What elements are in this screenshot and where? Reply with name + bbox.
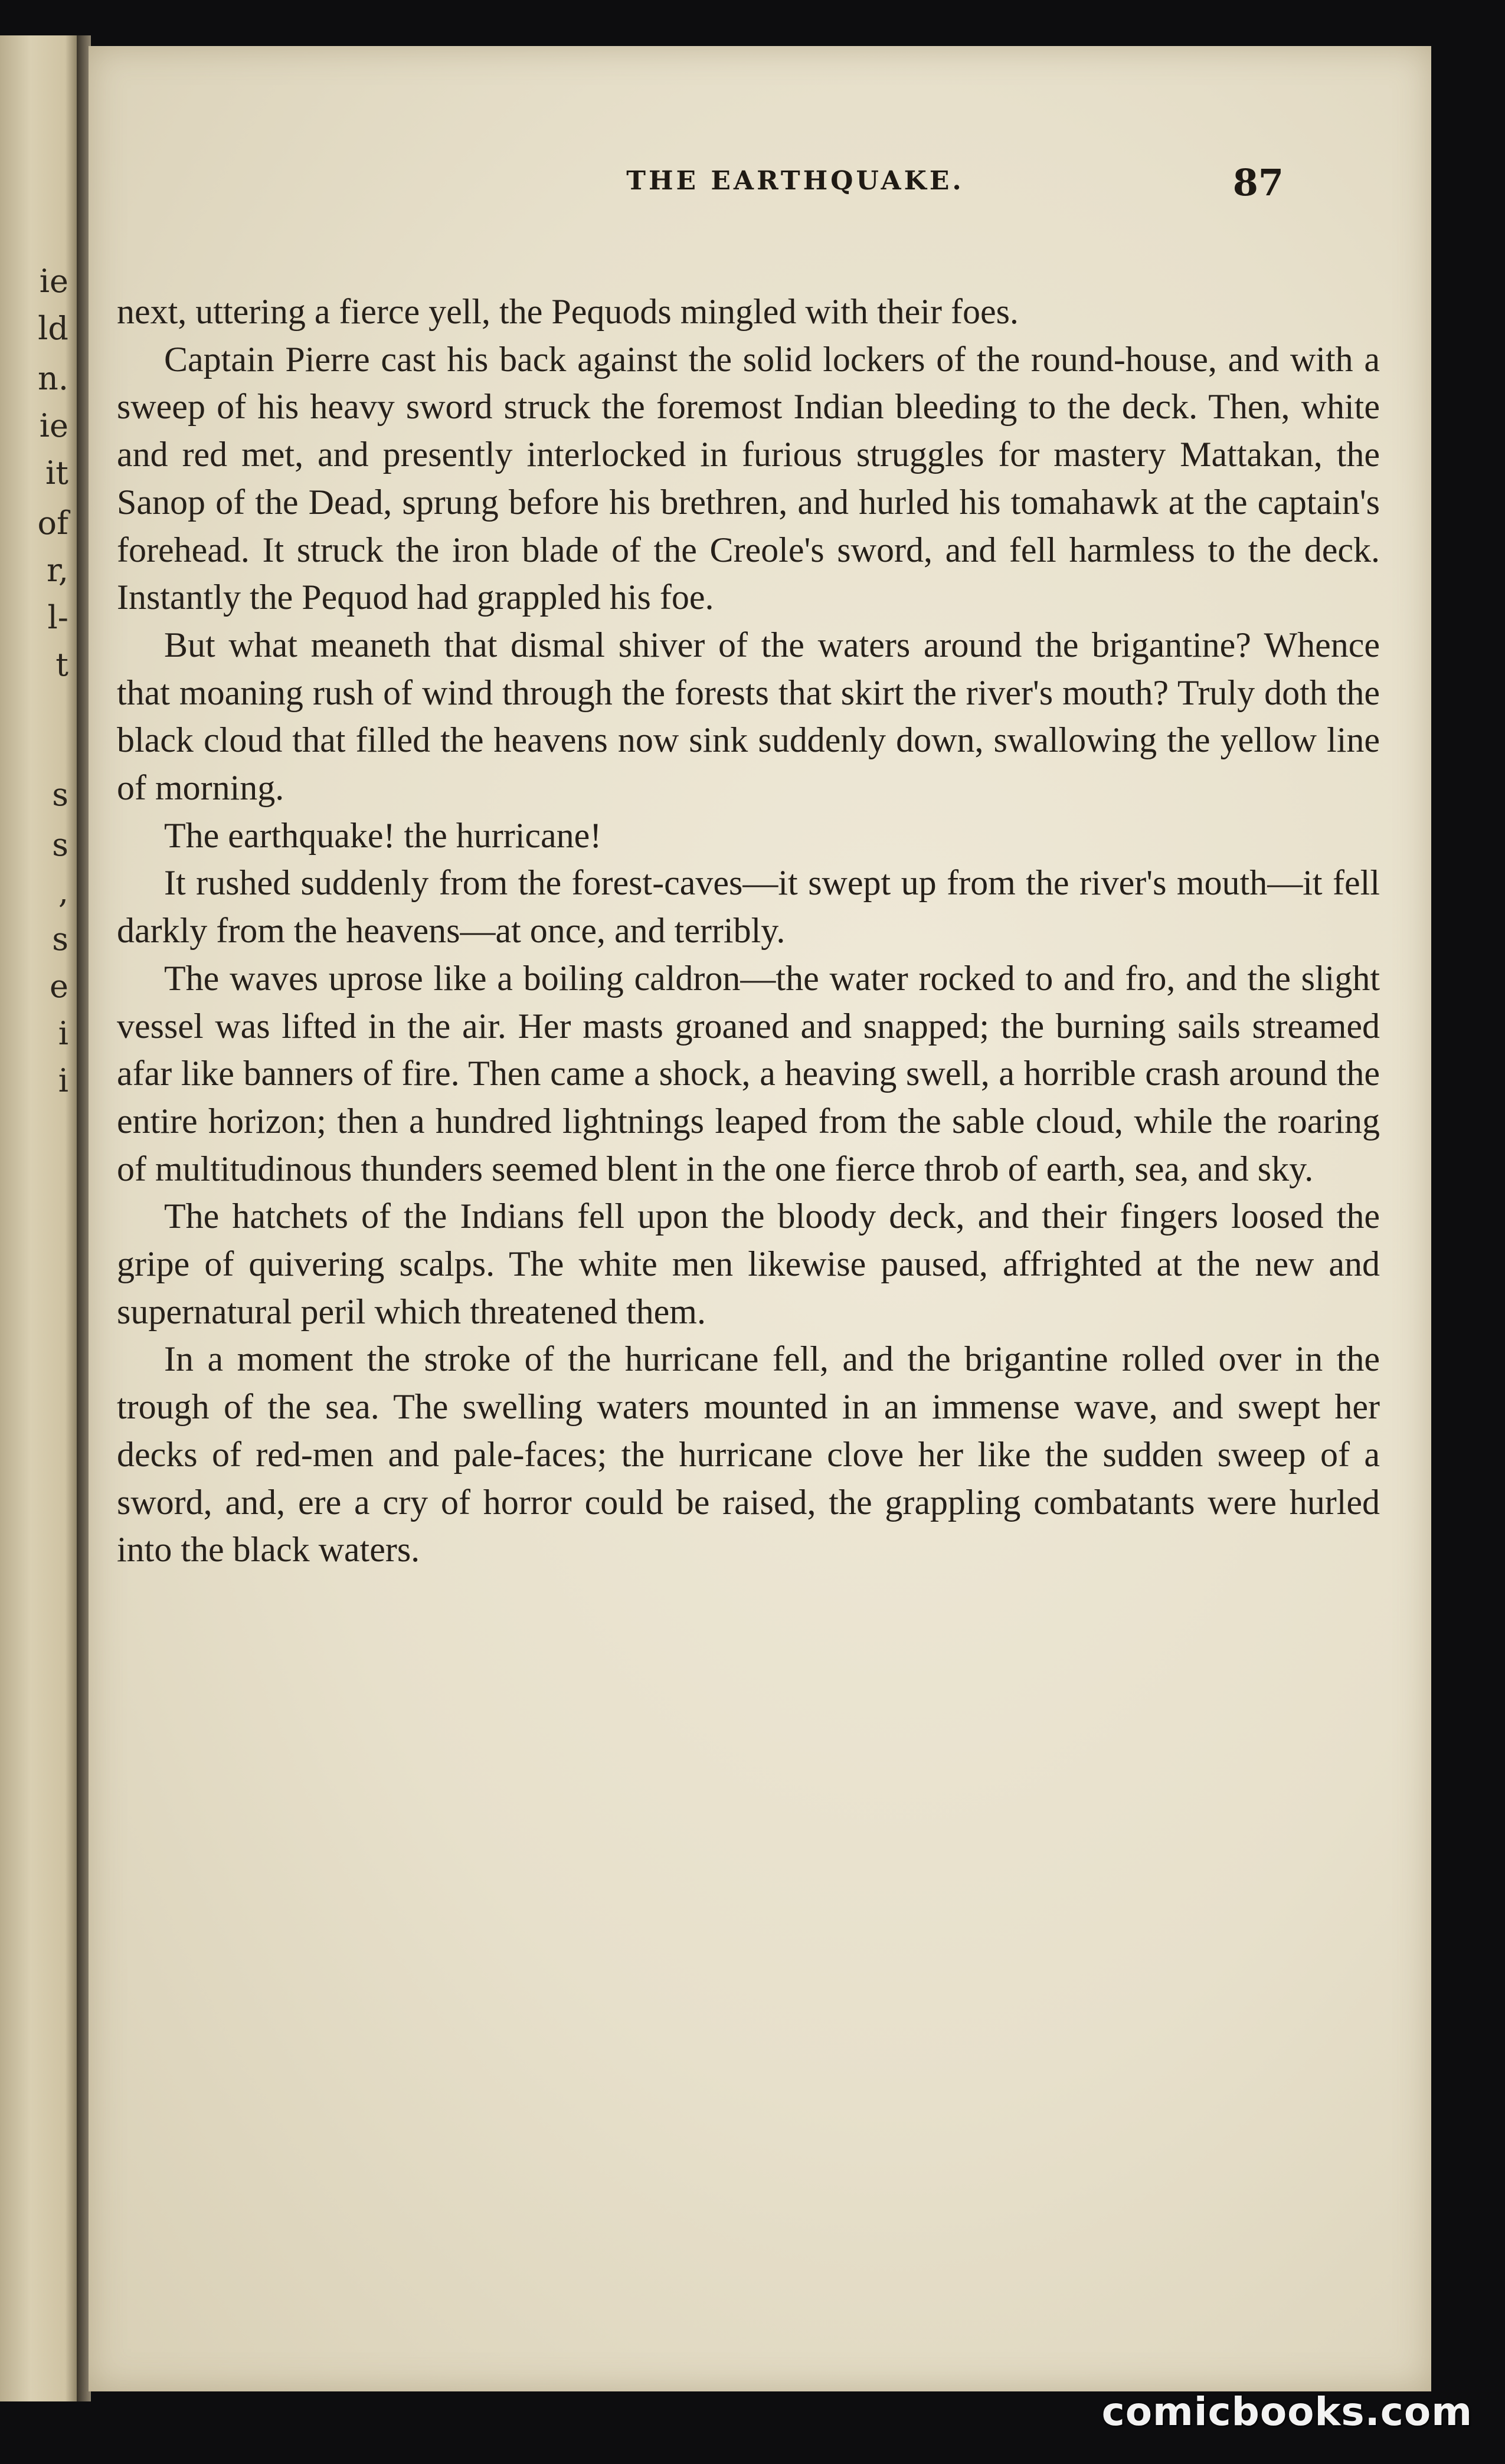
facing-page-fragment: it — [45, 454, 68, 492]
paragraph: But what meaneth that dismal shiver of the waters around the brigantine? Whence that moaning rush of wind through the forests that skirt the river's mouth? Truly doth the black cloud that filled the heavens now sink suddenly down, swallowing the yellow line of morning. — [117, 625, 1380, 808]
facing-page-fragment: s — [52, 920, 68, 958]
paragraph: The earthquake! the hurricane! — [164, 815, 602, 855]
watermark: comicbooks.com — [1101, 2389, 1473, 2434]
facing-page-fragment: ie — [39, 263, 68, 300]
facing-page-fragment: ie — [39, 407, 68, 444]
page-header — [89, 161, 1431, 208]
facing-page-edge — [0, 35, 80, 2401]
facing-page-fragment: of — [37, 504, 68, 542]
facing-page-fragment: e — [50, 968, 68, 1005]
paragraph: It rushed suddenly from the forest-caves—it swept up from the river's mouth—it fell darkly from the heavens—at once, and terribly. — [117, 863, 1380, 951]
facing-page-fragment: s — [52, 826, 68, 863]
paragraph: The hatchets of the Indians fell upon the bloody deck, and their fingers loosed the gripe of quivering scalps. The white men likewise paused, affrighted at the new and supernatural peril which threatened them. — [117, 1197, 1380, 1331]
facing-page-fragment: r, — [46, 552, 68, 589]
facing-page-fragment: t — [55, 646, 68, 683]
paragraph: next, uttering a fierce yell, the Pequods mingled with their foes. — [117, 292, 1019, 331]
page-number: 87 — [1232, 161, 1284, 204]
facing-page-fragment: ld — [38, 310, 68, 347]
facing-page-fragment: i — [58, 1062, 68, 1099]
paragraph: In a moment the stroke of the hurricane fell, and the brigantine rolled over in the trough of the sea. The swelling waters mounted in an immense wave, and swept her decks of red-men and pale-faces; the hurricane clove her like the sudden sweep of a sword, and, ere a cry of horror could be raised, the grappling combatants were hurled into the black waters. — [117, 1339, 1380, 1570]
body-text — [117, 288, 1380, 1574]
facing-page-fragment: l- — [47, 599, 68, 636]
facing-page-fragment: s — [52, 776, 68, 813]
facing-page-fragment: i — [58, 1015, 68, 1052]
book-page — [89, 46, 1431, 2391]
paragraph: The waves uprose like a boiling caldron—the water rocked to and fro, and the slight vessel was lifted in the air. Her masts groaned and snapped; the burning sails streamed afar like banners of fire. Then came a shock, a heaving swell, a horrible crash around the entire horizon; then a hundred lightnings leaped from the sable cloud, while the roaring of multitudinous thunders seemed blent in the one fierce throb of earth, sea, and sky. — [117, 958, 1380, 1188]
paragraph: Captain Pierre cast his back against the solid lockers of the round-house, and with a sweep of his heavy sword struck the foremost Indian bleeding to the deck. Then, white and red met, and presently interlocked in furious struggles for mastery Mattakan, the Sanop of the Dead, sprung before his brethren, and hurled his tomahawk at the captain's forehead. It struck the iron blade of the Creole's sword, and fell harmless to the deck. Instantly the Pequod had grappled his foe. — [117, 339, 1380, 617]
facing-page-fragment: n. — [38, 360, 68, 397]
running-head: THE EARTHQUAKE. — [626, 166, 964, 196]
facing-page-fragment: , — [58, 873, 68, 910]
